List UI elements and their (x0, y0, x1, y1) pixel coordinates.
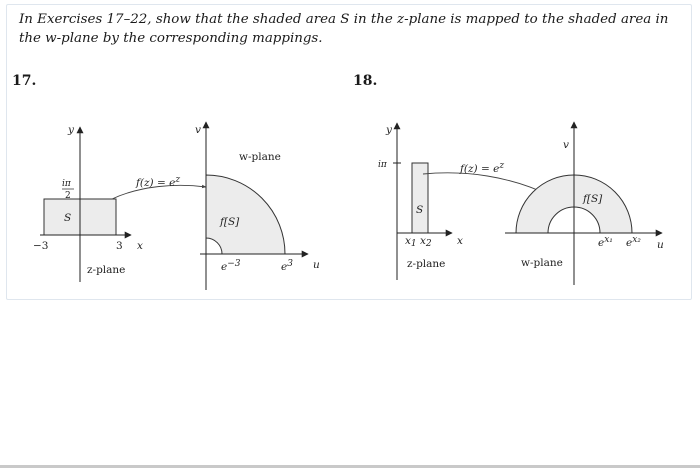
ex17-tick-e-minus3: e−3 (221, 259, 241, 273)
ex17-w-u-label: u (313, 259, 320, 271)
exercise-intro: In Exercises 17–22, show that the shaded area S in the z-plane is mapped to the shaded area in the w-plane by the corresponding mappings. (19, 12, 669, 46)
ex18-tick-x1: x1 (405, 235, 417, 249)
ex18-z-y-label: y (386, 124, 392, 136)
bottom-divider (0, 465, 700, 468)
ex18-w-plane-caption: w-plane (521, 257, 563, 269)
ex18-z-plane-caption: z-plane (407, 258, 446, 270)
ex17-w-plane-caption: w-plane (239, 151, 281, 163)
ex17-tick-e3: e3 (281, 259, 293, 273)
ex18-w-plane (505, 122, 664, 285)
ex18-tick-x2: x2 (420, 235, 432, 249)
ex17-tick-minus3: −3 (33, 240, 49, 252)
ex18-w-u-label: u (657, 239, 664, 251)
ex17-mapping-label: f(z) = ez (136, 175, 181, 189)
exercise-18-figure (378, 122, 664, 285)
ex18-z-x-label: x (457, 235, 463, 247)
ex17-z-x-label: x (137, 240, 143, 252)
ex17-z-y-label: y (68, 124, 74, 136)
exercise-17-number: 17. (12, 73, 37, 89)
ex17-w-plane (195, 122, 320, 290)
ex17-region-fs-label: f[S] (220, 216, 240, 228)
ex18-z-plane (378, 123, 463, 280)
ex17-region-s-label: S (64, 212, 72, 224)
ex17-tick-3: 3 (116, 240, 123, 252)
exercise-17-figure (33, 122, 320, 290)
ex18-tick-ex1: ex₁ (598, 235, 613, 249)
ex17-z-plane-caption: z-plane (87, 264, 126, 276)
ex17-w-v-label: v (195, 124, 201, 136)
ex17-z-plane (33, 124, 143, 282)
ex17-tick-ipi: iπ (62, 179, 71, 189)
ex18-w-v-label: v (563, 139, 569, 151)
exercise-18-number: 18. (353, 73, 378, 89)
ex18-region-s-label: S (416, 204, 424, 216)
ex17-tick-den: 2 (65, 191, 71, 201)
ex18-region-fs-label: f[S] (583, 193, 603, 205)
ex18-tick-ipi: iπ (378, 160, 387, 170)
ex18-tick-ex2: ex₂ (626, 235, 641, 249)
ex17-region-fs (206, 175, 285, 254)
ex18-mapping-label: f(z) = ez (460, 161, 505, 175)
